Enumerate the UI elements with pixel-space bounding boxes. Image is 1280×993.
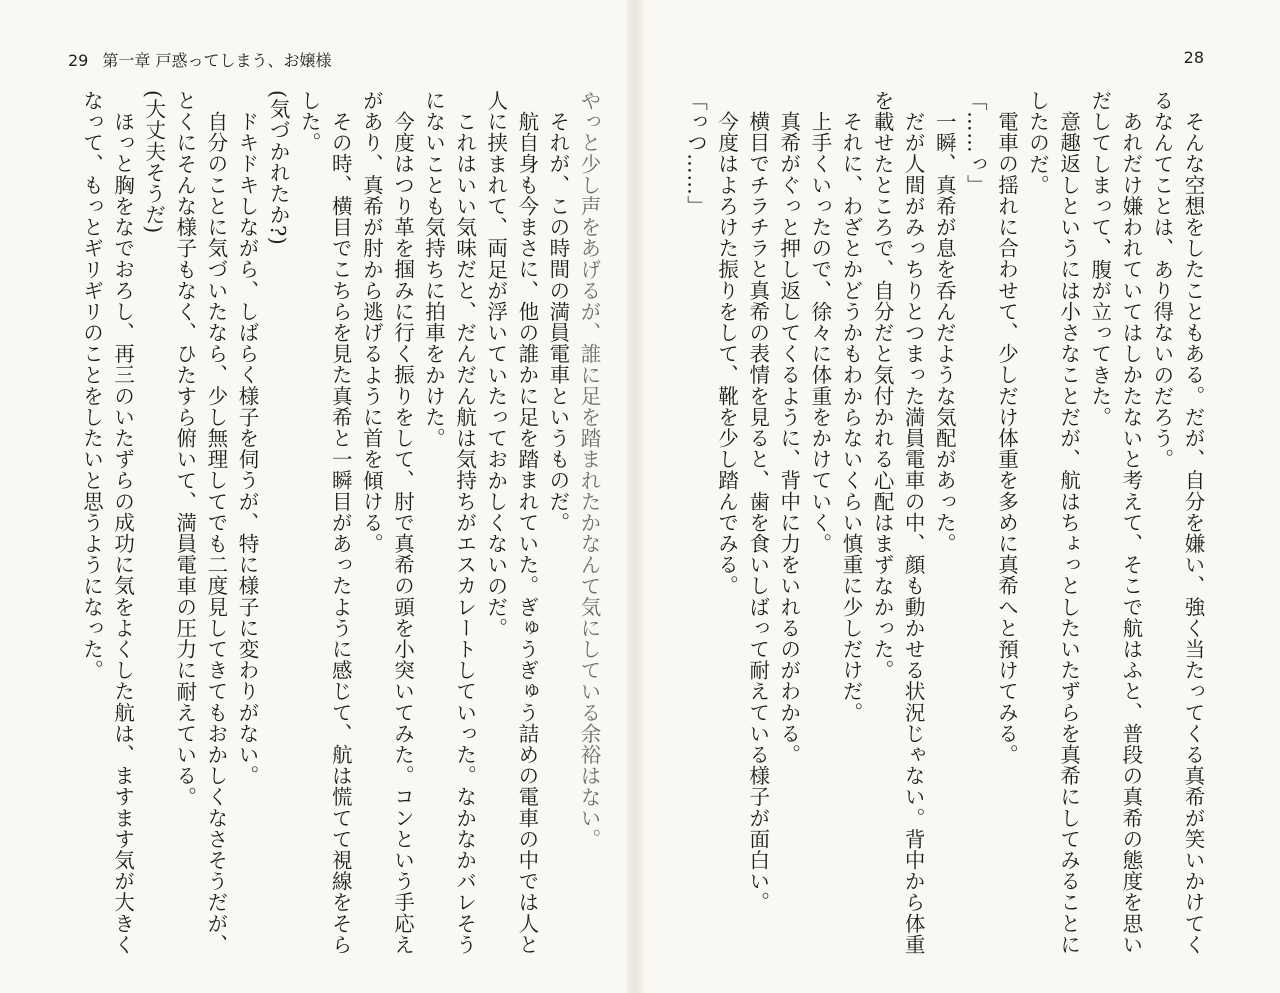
- paragraph: 上手くいったので、徐々に体重をかけていく。: [807, 110, 832, 554]
- left-page: [0, 0, 626, 993]
- right-page-body: [648, 90, 1208, 970]
- paragraph: ほっと胸をなでおろし、再三のいたずらの成功に気をよくした航は、ますます気が大きくなって、もっとギリギリのことをしたいと思うようになった。: [79, 90, 135, 955]
- paragraph: 電車の揺れに合わせて、少しだけ体重を多めに真希へと預けてみる。: [994, 110, 1019, 765]
- left-page-number: 29: [68, 51, 89, 70]
- paragraph: やっと少し声をあげるが、誰に足を踏まれたかなんて気にしている余裕はない。: [577, 90, 601, 850]
- left-page-header: [68, 48, 331, 71]
- paragraph: 一瞬、真希が息を呑んだような気配があった。: [932, 110, 957, 554]
- paragraph: 今度はつり革を掴みに行く振りをして、肘で真希の頭を小突いてみた。コンという手応えがあり、真希が肘から逃げるように首を傾ける。: [359, 90, 415, 955]
- paragraph: (大丈夫そうだ): [141, 90, 166, 234]
- right-page: [644, 0, 1280, 993]
- paragraph: 横目でチラチラと真希の表情を見ると、歯を食いしばって耐えている様子が面白い。: [745, 110, 770, 913]
- paragraph: あれだけ嫌われていてはしかたないと考えて、そこで航はふと、普段の真希の態度を思いだしてしまって、腹が立ってきた。: [1087, 90, 1143, 955]
- paragraph: 意趣返しというには小さなことだが、航はちょっとしたいたずらを真希にしてみることにしたのだ。: [1025, 90, 1081, 955]
- paragraph: だが人間がみっちりとつまった満員電車の中、顔も動かせる状況じゃない。背中から体重を載せたところで、自分だと気付かれる心配はまずなかった。: [870, 90, 926, 955]
- paragraph: そんな空想をしたこともある。だが、自分を嫌い、強く当たってくる真希が笑いかけてくるなんてことは、あり得ないのだろう。: [1149, 90, 1205, 955]
- running-header: 第一章 戸惑ってしまう、お嬢様: [102, 51, 332, 70]
- paragraph: (気づかれたか?): [266, 90, 291, 246]
- book-gutter: [626, 0, 644, 993]
- left-page-body: [44, 90, 604, 970]
- paragraph: 航自身も今まさに、他の誰かに足を踏まれていた。ぎゅうぎゅう詰めの電車の中では人と人に挟まれて、両足が浮いていたっておかしくないのだ。: [483, 90, 539, 955]
- paragraph: ドキドキしながら、しばらく様子を伺うが、特に様子に変わりがない。: [234, 110, 259, 786]
- paragraph: 今度はよろけた振りをして、靴を少し踏んでみる。: [714, 110, 739, 596]
- dialogue-line: 「っつ……」: [683, 90, 708, 217]
- paragraph: 自分のことに気づいたなら、少し無理してでも二度見してきてもおかしくなさそうだが、とくにそんな様子もなく、ひたすら俯いて、満員電車の圧力に耐えている。: [172, 90, 228, 955]
- paragraph: 真希がぐっと押し返してくるように、背中に力をいれるのがわかる。: [776, 110, 801, 765]
- paragraph: それが、この時間の満員電車というものだ。: [545, 110, 570, 533]
- dialogue-line: 「……っ」: [963, 90, 988, 196]
- right-page-number: 28: [1183, 48, 1204, 67]
- paragraph: その時、横目でこちらを見た真希と一瞬目があったように感じて、航は慌てて視線をそらした。: [297, 90, 353, 955]
- paragraph: それに、わざとかどうかもわからないくらい慎重に少しだけだ。: [838, 110, 863, 723]
- paragraph: これはいい気味だと、だんだん航は気持ちがエスカレートしていった。なかなかバレそうにないことも気持ちに拍車をかけた。: [421, 90, 477, 955]
